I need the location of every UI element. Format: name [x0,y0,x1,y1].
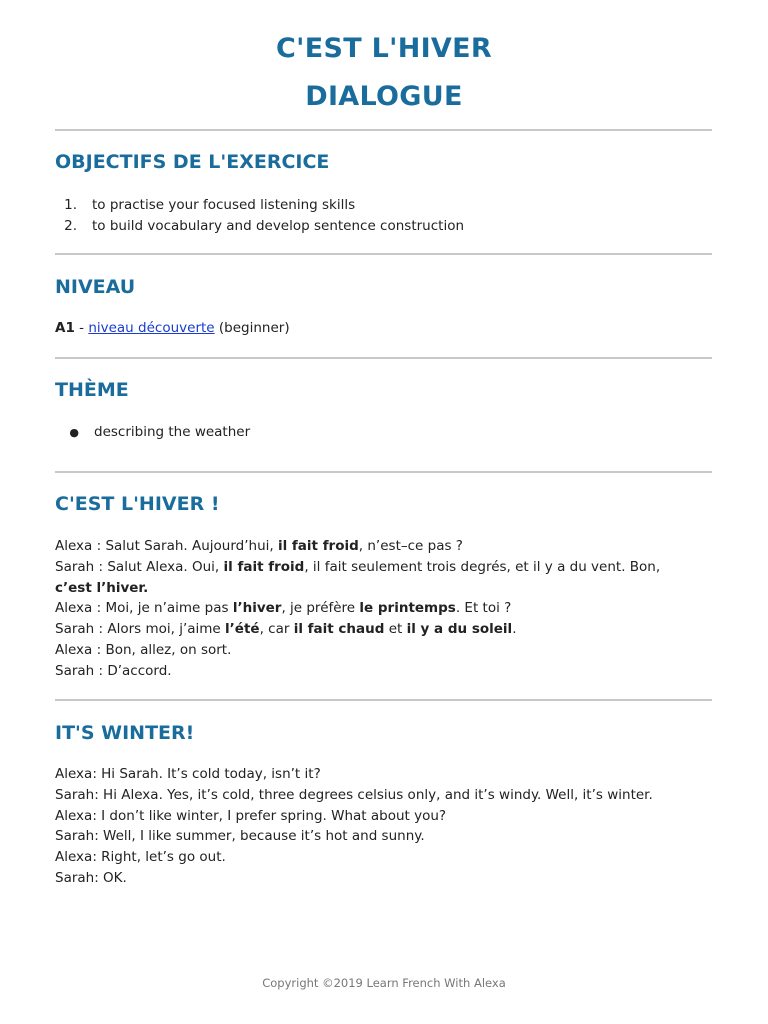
dialogue-line [55,598,695,619]
dialogue-text: Alexa : Moi, je n’aime pas [55,600,233,617]
divider [55,699,712,701]
objective-item [55,195,464,216]
divider [55,253,712,255]
theme-heading: THÈME [55,379,129,401]
level-link[interactable]: niveau découverte [88,320,215,336]
dialogue-text: Alexa : Bon, allez, on sort. [55,641,232,658]
dialogue-line [55,640,695,661]
divider [55,129,712,131]
level-line [55,318,290,339]
dialogue-text: Sarah : D’accord. [55,662,172,679]
dialogue-line: Alexa: I don’t like winter, I prefer spring. What about you? [55,807,447,824]
english-dialogue [55,764,695,889]
level-heading: NIVEAU [55,276,136,298]
level-code: A1 [55,320,75,336]
divider [55,357,712,359]
dialogue-bold-phrase: il fait chaud [293,621,385,638]
dialogue-bold-phrase: il fait froid [277,538,359,554]
objective-number: 2. [64,217,77,234]
objectives-heading: OBJECTIFS DE L'EXERCICE [55,151,330,173]
objective-number: 1. [64,197,77,213]
french-dialogue-heading: C'EST L'HIVER ! [55,493,220,515]
objective-text: to practise your focused listening skills [92,197,356,213]
dialogue-line [55,619,695,640]
dialogue-bold-phrase: c’est l’hiver. [55,579,149,596]
dialogue-line [55,536,695,557]
dialogue-line: Alexa: Right, let’s go out. [55,849,226,866]
dialogue-text: , n’est–ce pas ? [358,538,463,554]
objective-text: to build vocabulary and develop sentence construction [92,217,465,234]
dialogue-bold-phrase: l’hiver [232,600,282,617]
dialogue-line: Sarah: OK. [55,869,127,886]
theme-text: describing the weather [94,424,251,440]
english-dialogue-heading: IT'S WINTER! [55,722,195,744]
dialogue-line [55,661,695,682]
theme-item [55,422,250,444]
theme-list [55,422,250,444]
dialogue-bold-phrase: il y a du soleil [406,621,513,638]
dialogue-text: . Et toi ? [455,600,512,617]
dialogue-line: Sarah: Hi Alexa. Yes, it’s cold, three degrees celsius only, and it’s windy. Well, it’s winter. [55,786,653,803]
dialogue-text: , il fait seulement trois degrés, et il y a du vent. Bon, [304,558,661,575]
dialogue-text: , je préfère [281,600,360,617]
dialogue-line: Alexa: Hi Sarah. It’s cold today, isn’t it? [55,766,321,782]
dialogue-text: Sarah : Alors moi, j’aime [55,621,226,638]
document-title: C'EST L'HIVER [276,33,492,64]
dialogue-text: Alexa : Salut Sarah. Aujourd’hui, [55,538,278,554]
dialogue-text: , car [259,621,294,638]
dialogue-text: Sarah : Salut Alexa. Oui, [55,558,224,575]
bullet-icon: ● [69,426,79,439]
document-subtitle: DIALOGUE [305,81,463,112]
dialogue-bold-phrase: l’été [225,621,260,638]
level-suffix: (beginner) [214,320,290,336]
objectives-list [55,195,464,237]
level-separator: - [74,320,89,336]
divider [55,471,712,473]
french-dialogue [55,536,695,682]
dialogue-text: et [384,621,407,638]
objective-item [55,216,464,237]
dialogue-line [55,557,695,599]
dialogue-text: . [512,621,517,638]
dialogue-line: Sarah: Well, I like summer, because it’s hot and sunny. [55,828,425,845]
copyright-footer: Copyright ©2019 Learn French With Alexa [262,976,506,990]
dialogue-bold-phrase: il fait froid [223,558,305,575]
dialogue-bold-phrase: le printemps [359,600,456,617]
